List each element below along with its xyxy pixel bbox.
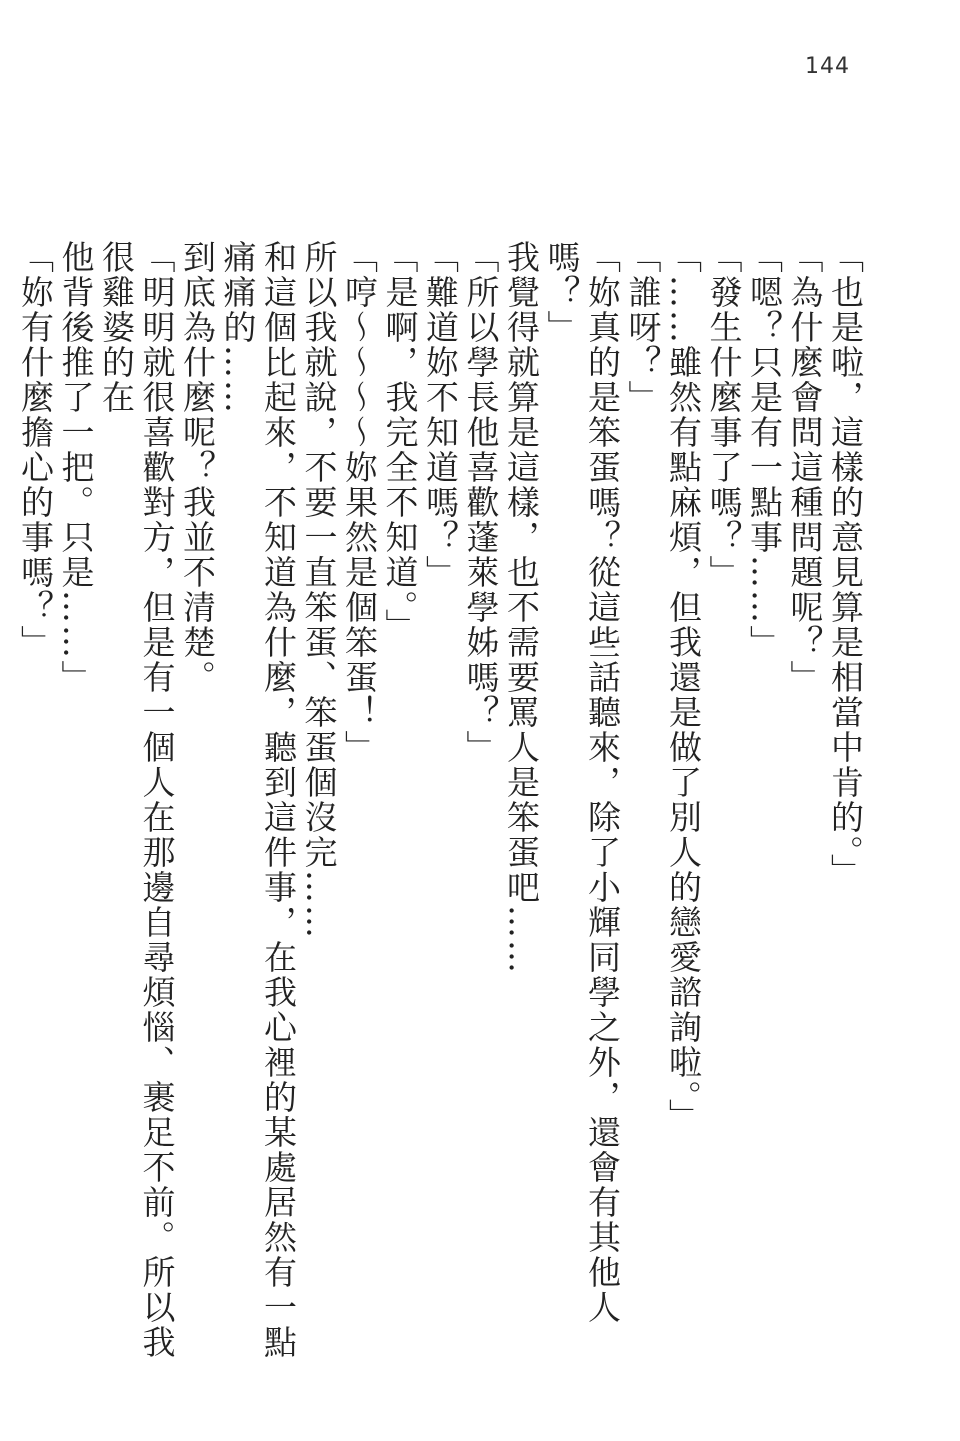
text-line: 「發生什麼事了嗎？」	[704, 240, 744, 590]
text-line: 所以我就說，不要一直笨蛋、笨蛋個沒完……	[299, 240, 339, 940]
text-line: 「為什麼會問這種問題呢？」	[785, 240, 825, 695]
text-line: 「是啊，我完全不知道。」	[380, 240, 420, 644]
text-line: 「嗯？只是有一點事……」	[745, 240, 784, 660]
text-line: 「妳真的是笨蛋嗎？從這些話聽來，除了小輝同學之外，還會有其他人嗎？」	[542, 240, 622, 1325]
text-line: 他背後推了一把。只是……」	[56, 240, 96, 695]
text-line: 到底為什麼呢？我並不清楚。	[178, 240, 217, 695]
text-line: 「所以學長他喜歡蓬萊學姊嗎？」	[461, 240, 501, 765]
text-line: 「也是啦，這樣的意見算是相當中肯的。」	[826, 240, 865, 889]
text-line: 「妳有什麼擔心的事嗎？」	[16, 240, 55, 660]
text-line: 和這個比起來，不知道為什麼，聽到這件事，在我心裡的某處居然有一點痛痛的……	[218, 240, 298, 1360]
text-line: 「……雖然有點麻煩，但我還是做了別人的戀愛諮詢啦。」	[664, 240, 703, 1134]
vertical-text-body	[15, 240, 866, 1370]
text-line: 「明明就很喜歡對方，但是有一個人在那邊自尋煩惱、裹足不前。所以我很雞婆的在	[97, 240, 177, 1360]
text-line: 「哼～～～～妳果然是個笨蛋！」	[340, 240, 379, 765]
text-line: 「誰呀？」	[623, 240, 663, 415]
text-line: 我覺得就算是這樣，也不需要罵人是笨蛋吧……	[502, 240, 541, 975]
text-line: 「難道妳不知道嗎？」	[421, 240, 460, 590]
page-number: 144	[805, 54, 850, 79]
